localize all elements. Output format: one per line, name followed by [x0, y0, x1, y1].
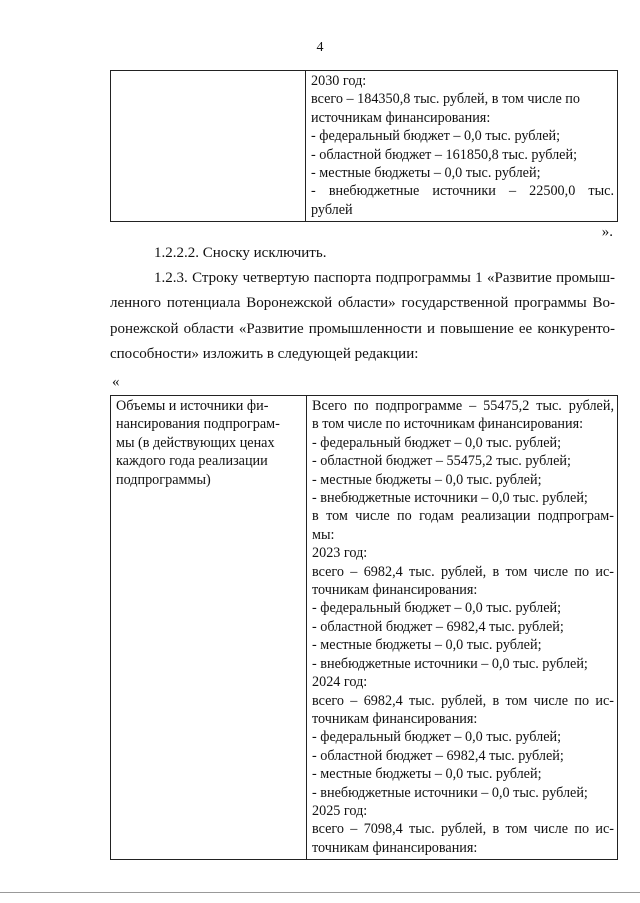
cell-label-text [111, 71, 305, 74]
paragraph-line: ленного потенциала Воронежской области» государственной программы Во- [110, 295, 615, 312]
cell-line: - внебюджетные источники – 22500,0 тыс. [311, 183, 614, 200]
cell-line: точникам финансирования: [312, 839, 478, 856]
funding-table-continuation [110, 70, 618, 222]
cell-line: - областной бюджет – 6982,4 тыс. рублей; [312, 618, 564, 635]
cell-line: - областной бюджет – 55475,2 тыс. рублей; [312, 453, 571, 470]
table-row [111, 71, 618, 222]
table-row [111, 396, 618, 860]
cell-values-text [307, 396, 617, 859]
paragraph-line: способности» изложить в следующей редакции: [110, 345, 419, 362]
funding-table [110, 395, 618, 860]
paragraph-footnote-removal [110, 241, 615, 266]
cell-line: - местные бюджеты – 0,0 тыс. рублей; [312, 637, 542, 654]
cell-line: нансирования подпрограм- [116, 416, 280, 433]
cell-line: Всего по подпрограмме – 55475,2 тыс. рублей, [312, 398, 614, 414]
page-bottom-rule [0, 892, 640, 893]
cell-line: в том числе по годам реализации подпрограм- [312, 508, 614, 525]
cell-line: каждого года реализации [116, 453, 268, 470]
cell-line: точникам финансирования: [312, 710, 478, 727]
cell-line: источникам финансирования: [311, 109, 491, 126]
cell-line: Объемы и источники фи- [116, 398, 269, 414]
cell-values-text [306, 71, 617, 221]
paragraph-line: 1.2.3. Строку четвертую паспорта подпрограммы 1 «Развитие промыш- [154, 270, 615, 286]
cell-line: точникам финансирования: [312, 582, 478, 599]
paragraph-line: ронежской области «Развитие промышленности и повышение ее конкуренто- [110, 320, 615, 337]
cell-line: - федеральный бюджет – 0,0 тыс. рублей; [311, 128, 561, 145]
cell-line: мы: [312, 526, 335, 543]
cell-line: всего – 184350,8 тыс. рублей, в том числе по [311, 91, 580, 108]
cell-line: всего – 6982,4 тыс. рублей, в том числе по ис- [312, 692, 614, 709]
opening-quote: « [112, 374, 120, 390]
cell-line: - областной бюджет – 6982,4 тыс. рублей; [312, 747, 564, 764]
cell-line: мы (в действующих ценах [116, 434, 275, 451]
cell-line: всего – 6982,4 тыс. рублей, в том числе по ис- [312, 563, 614, 580]
cell-line: всего – 7098,4 тыс. рублей, в том числе по ис- [312, 821, 614, 838]
cell-label-text [111, 396, 306, 491]
cell-line: - внебюджетные источники – 0,0 тыс. рублей; [312, 490, 588, 507]
cell-line: - федеральный бюджет – 0,0 тыс. рублей; [312, 600, 562, 617]
cell-line: рублей [311, 201, 353, 218]
page-number: 4 [316, 40, 324, 55]
table-cell-values [307, 396, 618, 860]
table-cell-values [306, 71, 618, 222]
cell-line: - внебюджетные источники – 0,0 тыс. рублей; [312, 655, 588, 672]
cell-line: подпрограммы) [116, 471, 211, 488]
cell-line: 2025 год: [312, 802, 368, 819]
cell-line: - местные бюджеты – 0,0 тыс. рублей; [311, 165, 541, 182]
paragraph-line: 1.2.2.2. Сноску исключить. [154, 245, 327, 261]
cell-line: - местные бюджеты – 0,0 тыс. рублей; [312, 766, 542, 783]
cell-line: 2030 год: [311, 73, 367, 89]
cell-line: 2023 год: [312, 545, 368, 562]
table-cell-label [111, 396, 307, 860]
cell-line: - областной бюджет – 161850,8 тыс. рублей; [311, 146, 578, 163]
cell-line: - федеральный бюджет – 0,0 тыс. рублей; [312, 434, 562, 451]
closing-quote: ». [601, 224, 613, 240]
cell-line: 2024 год: [312, 674, 368, 691]
cell-line: - внебюджетные источники – 0,0 тыс. рублей; [312, 784, 588, 801]
cell-line: - федеральный бюджет – 0,0 тыс. рублей; [312, 729, 562, 746]
cell-line: в том числе по источникам финансирования: [312, 416, 584, 433]
cell-line: - местные бюджеты – 0,0 тыс. рублей; [312, 471, 542, 488]
table-cell-label [111, 71, 306, 222]
paragraph-passport-change [110, 266, 615, 367]
